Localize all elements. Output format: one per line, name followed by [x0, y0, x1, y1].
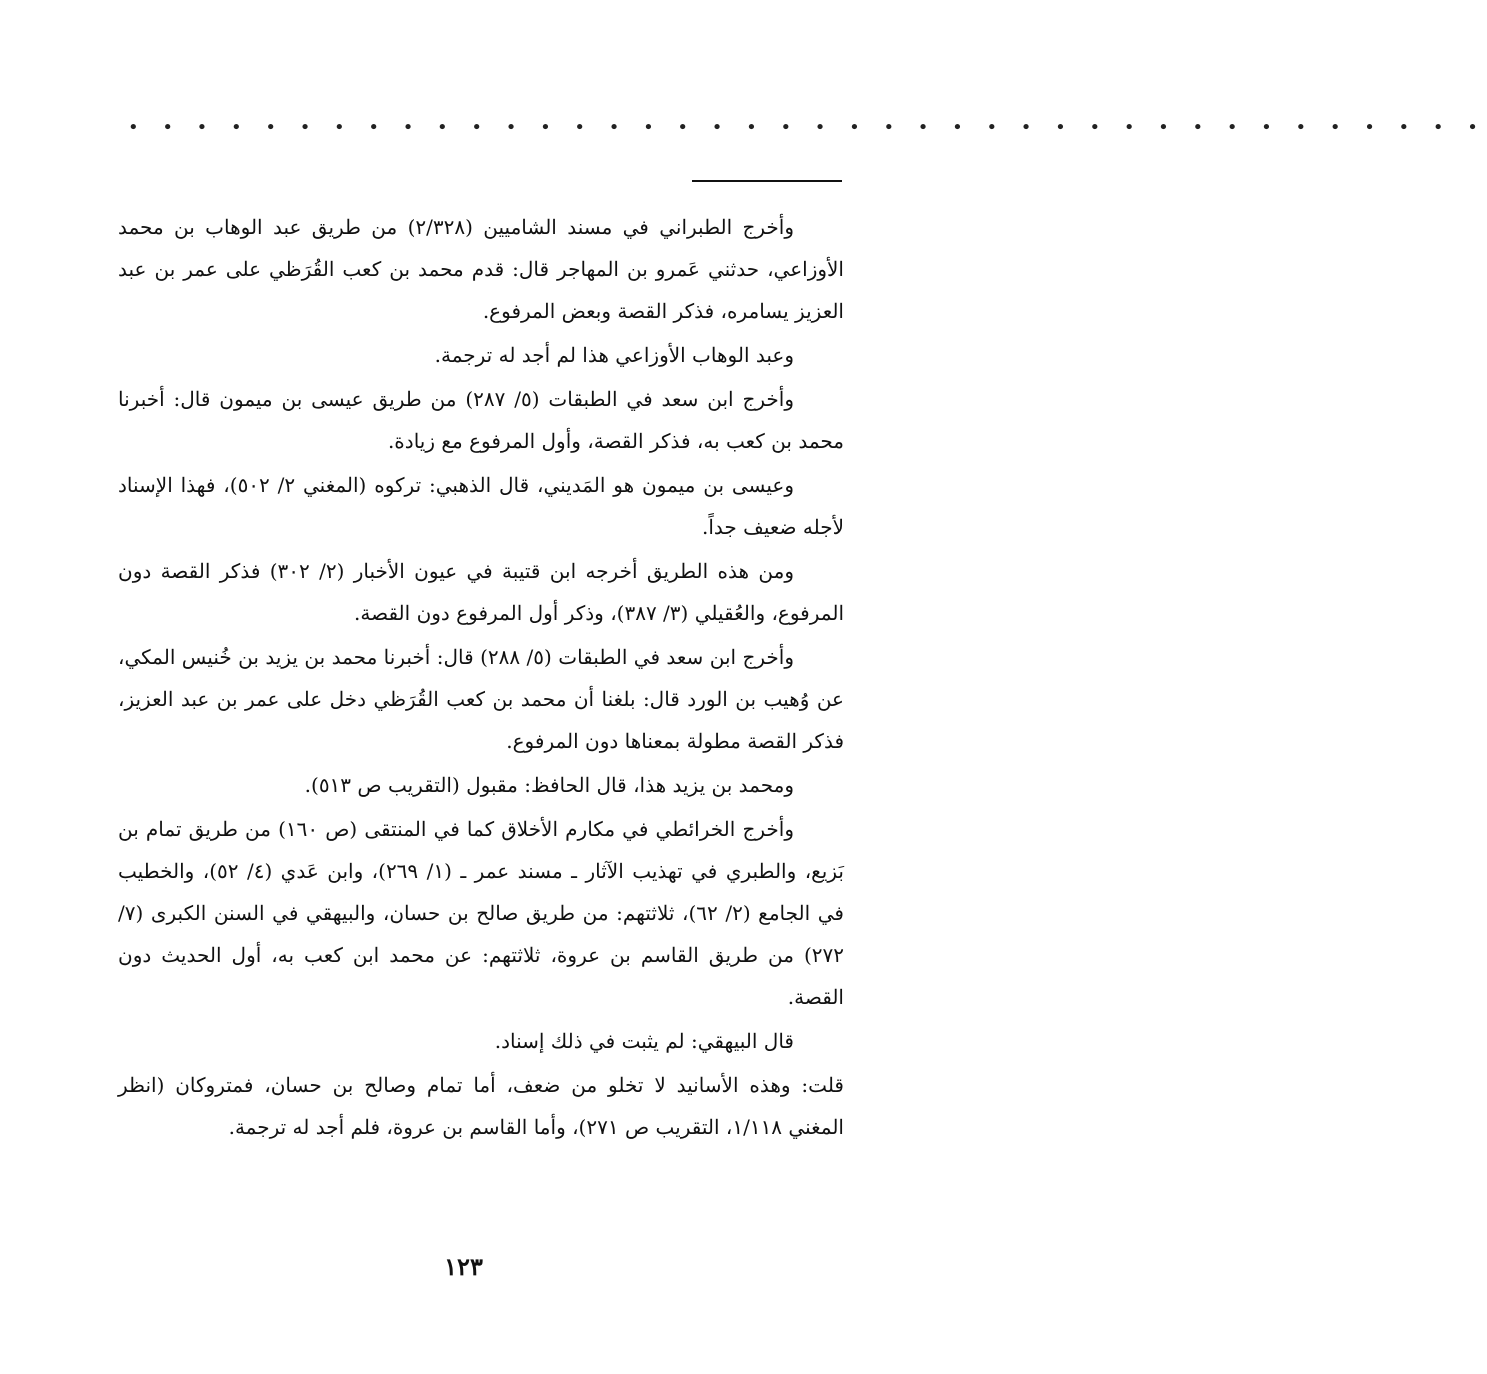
paragraph: وأخرج ابن سعد في الطبقات (٥/ ٢٨٨) قال: أخبرنا محمد بن يزيد بن خُنيس المكي، عن وُهيب بن الورد قال: بلغنا أن محمد بن كعب القُرَظي دخل على عمر بن عبد العزيز، فذكر القصة مطولة بمعناها دون المرفوع. [118, 645, 844, 753]
paragraph: وأخرج الطبراني في مسند الشاميين (٢/٣٢٨) من طريق عبد الوهاب بن محمد الأوزاعي، حدثني عَمرو بن المهاجر قال: قدم محمد بن كعب القُرَظي على عمر بن عبد العزيز يسامره، فذكر القصة وبعض المرفوع. [118, 215, 844, 323]
paragraph: وعيسى بن ميمون هو المَديني، قال الذهبي: تركوه (المغني ٢/ ٥٠٢)، فهذا الإسناد لأجله ضعيف جداً. [118, 473, 844, 539]
paragraph: قلت: وهذه الأسانيد لا تخلو من ضعف، أما تمام وصالح بن حسان، فمتروكان (انظر المغني ١/١١٨، التقريب ص ٢٧١)، وأما القاسم بن عروة، فلم أجد له ترجمة. [118, 1073, 844, 1139]
paragraph: وأخرج الخرائطي في مكارم الأخلاق كما في المنتقى (ص ١٦٠) من طريق تمام بن بَزيع، والطبري في تهذيب الآثار ـ مسند عمر ـ (١/ ٢٦٩)، وابن عَدي (٤/ ٥٢)، والخطيب في الجامع (٢/ ٦٢)، ثلاثتهم: من طريق صالح بن حسان، والبيهقي في السنن الكبرى (٧/ ٢٧٢) من طريق القاسم بن عروة، ثلاثتهم: عن محمد ابن كعب به، أول الحديث دون القصة. [118, 817, 844, 1009]
main-text [118, 206, 844, 1148]
paragraph: قال البيهقي: لم يثبت في ذلك إسناد. [494, 1029, 794, 1053]
section-rule [692, 180, 842, 182]
paragraph: ومحمد بن يزيد هذا، قال الحافظ: مقبول (التقريب ص ٥١٣). [304, 773, 794, 797]
paragraph: وأخرج ابن سعد في الطبقات (٥/ ٢٨٧) من طريق عيسى بن ميمون قال: أخبرنا محمد بن كعب به، فذكر القصة، وأول المرفوع مع زيادة. [118, 387, 844, 453]
paragraph: ومن هذه الطريق أخرجه ابن قتيبة في عيون الأخبار (٢/ ٣٠٢) فذكر القصة دون المرفوع، والعُقيلي (٣/ ٣٨٧)، وذكر أول المرفوع دون القصة. [118, 559, 844, 625]
dotted-separator: • • • • • • • • • • • • • • • • • • • • • • • • • • • • • • • • • • • • • • • • [128, 117, 1487, 138]
paragraph: وعبد الوهاب الأوزاعي هذا لم أجد له ترجمة. [434, 343, 794, 367]
page-number: ١٢٣ [444, 1252, 483, 1281]
